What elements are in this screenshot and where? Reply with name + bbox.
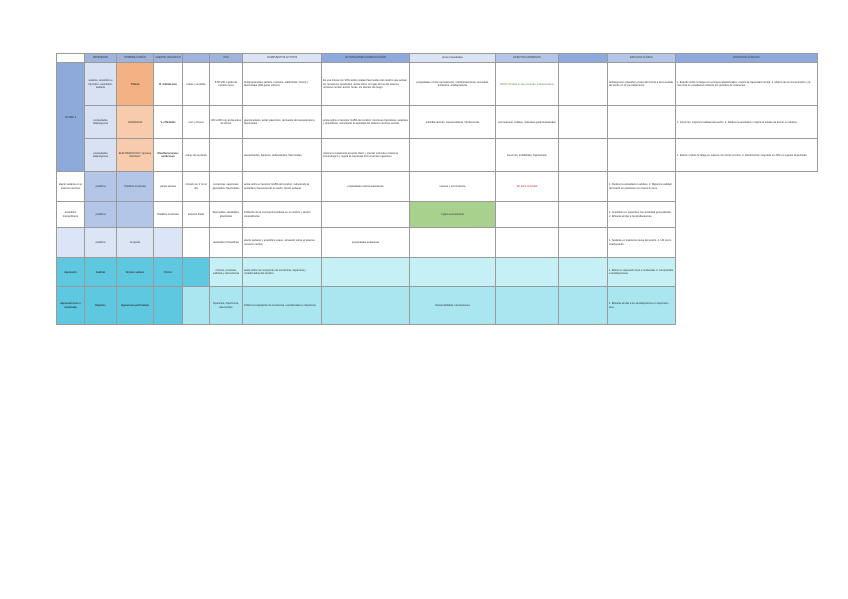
dose-cell[interactable]: extracto fluido — [183, 202, 210, 228]
agent-cell[interactable]: Crocus sativus — [117, 258, 154, 287]
efficacy-cell[interactable] — [559, 172, 608, 202]
other-props-cell[interactable]: propiedades contra reproducción, cardioprotectoras, anti-edad, antiestrés, antidepresivas — [410, 63, 496, 106]
dose-cell[interactable]: infusión en 2 ml al día — [183, 172, 210, 202]
plant-monograph-table — [56, 53, 818, 325]
studies-cell[interactable]: 1. Eficaz en depresión leve a moderada. 2. Comparable a antidepresivos. — [608, 258, 676, 287]
dose-cell[interactable]: 400 a 900 mg al día antes de dormir — [210, 106, 243, 139]
name-cell[interactable]: Tintura — [117, 63, 154, 106]
compounds-cell[interactable]: fenilpropanoides (ácidos, rosavina, salidrósido, tirosol) y flavonoides (100 gotas ml/sem) — [243, 63, 322, 106]
action-cell[interactable]: efecto sedante y ansiolítico suave, actuando sobre el sistema nervioso central. — [243, 228, 322, 258]
action-cell[interactable]: actúa sobre el receptor GABA del cerebro, reduciendo la ansiedad y favoreciendo el sueño; efecto sedante. — [243, 172, 322, 202]
agent-cell[interactable]: Pasiflora incarnata — [117, 172, 154, 202]
table-row — [57, 63, 818, 106]
header-cell[interactable]: EFICACIA CLÍNICA — [608, 54, 676, 63]
header-cell[interactable]: EFECTOS ADVERSOS — [496, 54, 559, 63]
header-cell[interactable]: ACTIVIDAD/MECANISMO/ACCIÓN — [322, 54, 410, 63]
name-cell[interactable]: Hipérico — [85, 287, 117, 325]
row-label-cell[interactable]: depresión leve o moderada — [57, 287, 85, 325]
action-cell[interactable]: inhibe la recaptación de serotonina, noradrenalina y dopamina. — [243, 287, 322, 325]
name-cell[interactable]: pasiflora — [85, 202, 117, 228]
row-label-cell[interactable]: ansiolítico tranquilizante — [57, 202, 85, 228]
dose-cell[interactable] — [183, 287, 210, 325]
studies-cell[interactable]: 1. Insomnio: mejora la calidad del sueño. 2. Reduce la ansiedad y mejora el estado de ánimo en adultos. — [676, 106, 818, 139]
table-row — [57, 258, 818, 287]
header-cell[interactable]: ESTUDIOS CLÍNICOS — [676, 54, 818, 63]
agent-cell[interactable]: Eleutherococcus senticosus — [154, 139, 183, 172]
compounds-cell[interactable]: cumarinas, saponinas, glucósidos; flavonoides — [210, 172, 243, 202]
header-cell[interactable] — [183, 54, 210, 63]
other-props-cell[interactable]: propiedades antitusivas — [322, 228, 410, 258]
part-cell[interactable]: Pistilos — [154, 258, 183, 287]
header-cell[interactable]: AGENTE ORGÁNICO — [154, 54, 183, 63]
other-props-cell[interactable] — [322, 202, 410, 228]
adverse-cell[interactable]: Ligera somnolencia — [410, 202, 496, 228]
table-row — [57, 287, 818, 325]
blank-cell[interactable] — [496, 228, 559, 258]
table-row — [57, 106, 818, 139]
part-cell[interactable]: raíz y rizoma — [183, 106, 210, 139]
action-cell[interactable]: actúa sobre los receptores de serotonina, dopamina y noradrenalina del cerebro. — [243, 258, 322, 287]
agent-cell[interactable]: R. telinda iaca — [154, 63, 183, 106]
part-cell[interactable]: partes aéreas — [154, 172, 183, 202]
row-label-cell[interactable] — [57, 228, 85, 258]
dose-cell[interactable]: 5-50 000 mg/día de extracto seco — [210, 63, 243, 106]
blank-cell[interactable] — [496, 202, 559, 228]
studies-cell[interactable]: 1. Estudio sobre la fatiga con ensayos aleatorizados: mejora la capacidad mental. 2. Mejora de la concentración y la memoria en estudiantes durante los periodos de exámenes. — [676, 63, 818, 106]
name-cell[interactable]: VALERIANA — [117, 106, 154, 139]
adverse-cell[interactable] — [410, 228, 496, 258]
header-cell[interactable]: otras propiedades — [410, 54, 496, 63]
efficacy-cell[interactable] — [608, 106, 676, 139]
part-cell[interactable] — [154, 228, 183, 258]
dose-cell[interactable] — [183, 258, 210, 287]
compounds-cell[interactable]: glucosinolatos, ácido valerénico, derivados del sesquiterpeno, flavonoides — [243, 106, 322, 139]
table-row — [57, 139, 818, 172]
row-label-cell[interactable]: efecto sedante en el sistema nervioso — [57, 172, 85, 202]
blank-cell[interactable] — [559, 106, 608, 139]
efficacy-cell[interactable]: antidepresivo (placebo) postul ado frente a de la subida de estrés en el pre-tratamiento — [608, 63, 676, 106]
adverse-cell[interactable]: insomnio, irritabilidad, hipertensión — [496, 139, 559, 172]
table-row — [57, 228, 818, 258]
part-cell[interactable] — [154, 287, 183, 325]
toxicity-cell[interactable]: No tiene toxicidad — [496, 172, 559, 202]
header-cell[interactable]: USO — [210, 54, 243, 63]
compounds-cell[interactable]: alcaloides (rhoeadina) — [210, 228, 243, 258]
property-cell[interactable]: propiedades adaptógenas — [85, 139, 117, 172]
property-cell[interactable]: propiedades adaptógenas — [85, 106, 117, 139]
efficacy-cell[interactable] — [559, 287, 608, 325]
blank-cell[interactable] — [496, 258, 559, 287]
adverse-cell[interactable] — [410, 258, 496, 287]
header-cell[interactable] — [559, 54, 608, 63]
other-props-cell[interactable] — [410, 139, 496, 172]
adverse-cell[interactable]: somnolencia, cefalea, molestias gastrointestinales — [496, 106, 559, 139]
header-cell[interactable]: PROPIEDAD — [85, 54, 117, 63]
efficacy-cell[interactable] — [608, 139, 676, 172]
action-cell[interactable]: actúa sobre el receptor GABA del cerebro, funciones hipnóticas, sedantes y ansiolíticas, reduciendo la actividad del sistema nervioso central. — [322, 106, 410, 139]
studies-cell[interactable]: 1. Ansiolítico en pacientes con ansiedad generalizada. 2. Eficacia similar a benzodiacepinas. — [608, 202, 676, 228]
part-cell[interactable]: Pasiflora incarnata — [154, 202, 183, 228]
name-cell[interactable]: pasiflora — [85, 172, 117, 202]
blank-cell[interactable] — [559, 139, 608, 172]
action-cell[interactable]: inhibición de la monoaminooxidasa en el cerebro y acción tranquilizante. — [243, 202, 322, 228]
agent-cell[interactable]: Hypericum perforatum — [117, 287, 154, 325]
group-label[interactable]: SCORE 2 — [57, 63, 85, 172]
blank-cell[interactable] — [559, 63, 608, 106]
header-cell[interactable] — [57, 54, 85, 63]
table-row — [57, 202, 818, 228]
compounds-cell[interactable]: flavonoides, alcaloides, glucósidos — [210, 202, 243, 228]
name-cell[interactable]: pasiflora — [85, 228, 117, 258]
studies-cell[interactable]: 1. Reduce la ansiedad en adultos. 2. Mejora la calidad del sueño en pacientes con insomnio leve. — [608, 172, 676, 202]
studies-cell[interactable]: 1. Eficacia similar a los antidepresivos en depresión leve. — [608, 287, 676, 325]
dose-cell[interactable] — [183, 228, 210, 258]
adverse-cell[interactable]: NOTA: 60 días en las primeras; mantenimiento — [496, 63, 559, 106]
part-cell[interactable]: raíces y semillas — [183, 63, 210, 106]
action-cell[interactable]: mejora la resistencia al estrés físico y mental; estimula el sistema inmunológico y regula la respuesta hormonal del organismo. — [322, 139, 410, 172]
row-label-cell[interactable]: depresión — [57, 258, 85, 287]
efficacy-cell[interactable] — [559, 228, 608, 258]
property-cell[interactable]: sedante, ansiolítico e hipnótico, ansiolítico, sedante — [85, 63, 117, 106]
compounds-cell[interactable]: hipericina, hiperforina, flavonoides — [210, 287, 243, 325]
studies-cell[interactable]: 1. Sedante en trastornos leves del sueño. 2. Útil como coadyuvante. — [608, 228, 676, 258]
header-cell[interactable]: COMPUESTOS ACTIVOS — [243, 54, 322, 63]
adverse-cell[interactable]: mareos y somnolencia — [410, 172, 496, 202]
other-props-cell[interactable] — [322, 258, 410, 287]
compounds-cell[interactable]: crocina, crocetina, safranal y picrocrocina — [210, 258, 243, 287]
efficacy-cell[interactable] — [559, 202, 608, 228]
other-props-cell[interactable]: propiedades anticonvulsivantes — [322, 172, 410, 202]
compounds-cell[interactable]: eleuterósidos, lignanos, polisacáridos, flavonoides — [243, 139, 322, 172]
name-cell[interactable]: Azafrán — [85, 258, 117, 287]
header-cell[interactable]: NOMBRE COMÚN — [117, 54, 154, 63]
agent-cell[interactable]: Amapola — [117, 228, 154, 258]
adverse-cell[interactable]: fotosensibilidad, interacciones — [410, 287, 496, 325]
dose-cell[interactable] — [210, 139, 243, 172]
part-cell[interactable]: raíces de la planta — [183, 139, 210, 172]
agent-cell[interactable] — [117, 202, 154, 228]
other-props-cell[interactable] — [322, 287, 410, 325]
table-row — [57, 172, 818, 202]
header-row — [57, 54, 818, 63]
agent-cell[interactable]: V. officinalis — [154, 106, 183, 139]
other-props-cell[interactable]: antiinflamatorias, espasmolíticas, hipotensoras — [410, 106, 496, 139]
action-cell[interactable]: Es una tintura con 93% ácido oxalato flavonoides del cerebro que actúan los receptores cerebrales, actúa sobre un lugar de los del sistema nervioso central, acción horas, sin efectos de riesgo. — [322, 63, 410, 106]
efficacy-cell[interactable] — [559, 258, 608, 287]
studies-cell[interactable]: 1. Estrés: reduce la fatiga en sujetos con estrés crónico. 2. Rendimiento mejorado en 20% en sujetos deportistas. — [676, 139, 818, 172]
name-cell[interactable]: ELEUTEROCOCO "ginseng siberiano" — [117, 139, 154, 172]
blank-cell[interactable] — [496, 287, 559, 325]
